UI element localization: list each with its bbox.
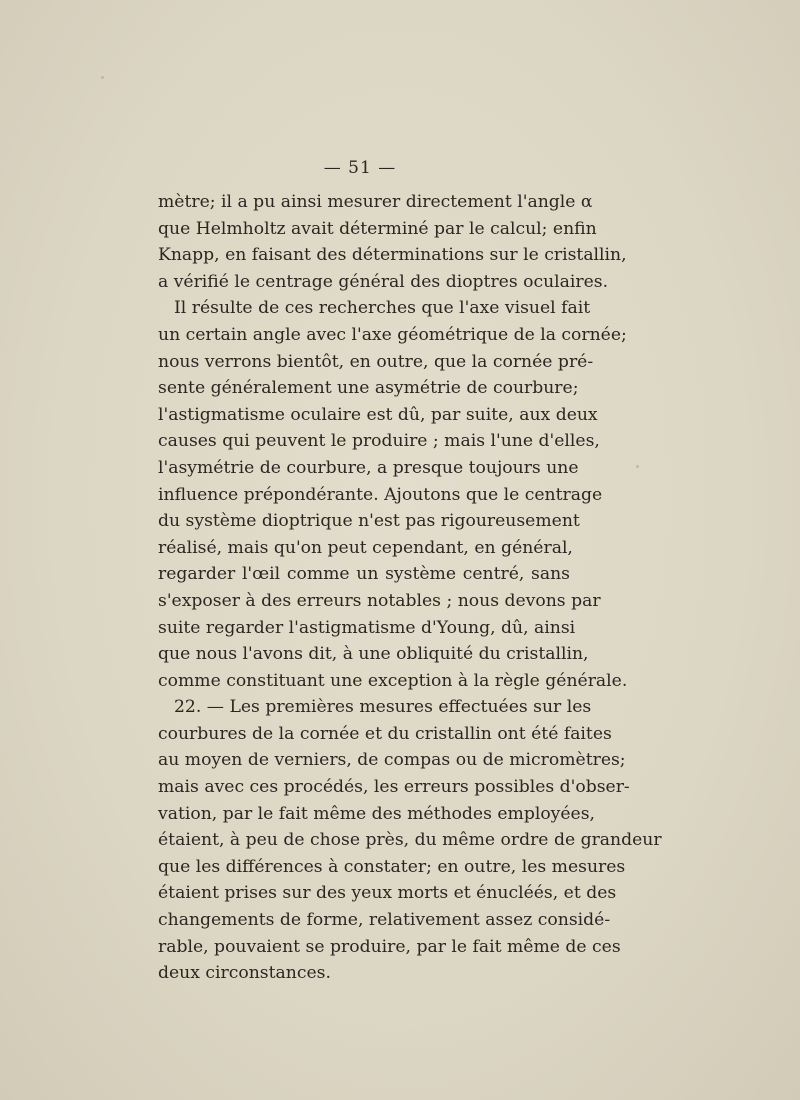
text-line: un certain angle avec l'axe géométrique de la cornée; — [158, 324, 627, 345]
text-line: a vérifié le centrage général des dioptres oculaires. — [158, 271, 609, 292]
text-line: courbures de la cornée et du cristallin ont été faites — [158, 723, 612, 744]
text-line: mètre; il a pu ainsi mesurer directement l'angle α — [158, 192, 593, 212]
text-line: vation, par le fait même des méthodes employées, — [158, 803, 596, 824]
body-text — [158, 189, 662, 987]
text-line: l'asymétrie de courbure, a presque toujours une — [158, 457, 579, 478]
paper-speck — [636, 465, 639, 468]
text-line: changements de forme, relativement assez considé- — [158, 910, 611, 931]
text-line: deux circonstances. — [158, 963, 331, 984]
text-line: Knapp, en faisant des déterminations sur le cristallin, — [158, 245, 627, 266]
text-line: l'astigmatisme oculaire est dû, par suite, aux deux — [158, 404, 598, 425]
page-number: — 51 — — [323, 158, 397, 178]
section-start-line: 22. — Les premières mesures effectuées sur les — [174, 697, 592, 718]
text-line: étaient, à peu de chose près, du même ordre de grandeur — [158, 830, 662, 851]
text-line: du système dioptrique n'est pas rigoureusement — [158, 511, 580, 532]
text-line: suite regarder l'astigmatisme d'Young, dû, ainsi — [158, 617, 576, 638]
text-line: s'exposer à des erreurs notables ; nous devons par — [158, 590, 601, 611]
text-line: réalisé, mais qu'on peut cependant, en général, — [158, 537, 573, 558]
text-line: que nous l'avons dit, à une obliquité du cristallin, — [158, 644, 589, 665]
text-line: nous verrons bientôt, en outre, que la cornée pré- — [158, 351, 594, 372]
text-line: que les différences à constater; en outre, les mesures — [158, 856, 626, 877]
text-line: mais avec ces procédés, les erreurs possibles d'obser- — [158, 777, 630, 798]
paragraph-start-line: Il résulte de ces recherches que l'axe visuel fait — [174, 298, 591, 319]
text-line: influence prépondérante. Ajoutons que le centrage — [158, 484, 603, 505]
text-line: que Helmholtz avait déterminé par le calcul; enfin — [158, 218, 597, 239]
text-line: comme constituant une exception à la règle générale. — [158, 670, 628, 691]
text-line: regarder l'œil comme un système centré, sans — [158, 564, 570, 585]
text-line: étaient prises sur des yeux morts et énucléés, et des — [158, 883, 617, 904]
paper-speck — [101, 76, 104, 79]
text-line: causes qui peuvent le produire ; mais l'une d'elles, — [158, 431, 600, 452]
text-line: sente généralement une asymétrie de courbure; — [158, 378, 579, 399]
text-line: au moyen de verniers, de compas ou de micromètres; — [158, 750, 626, 771]
text-line: rable, pouvaient se produire, par le fait même de ces — [158, 936, 621, 957]
